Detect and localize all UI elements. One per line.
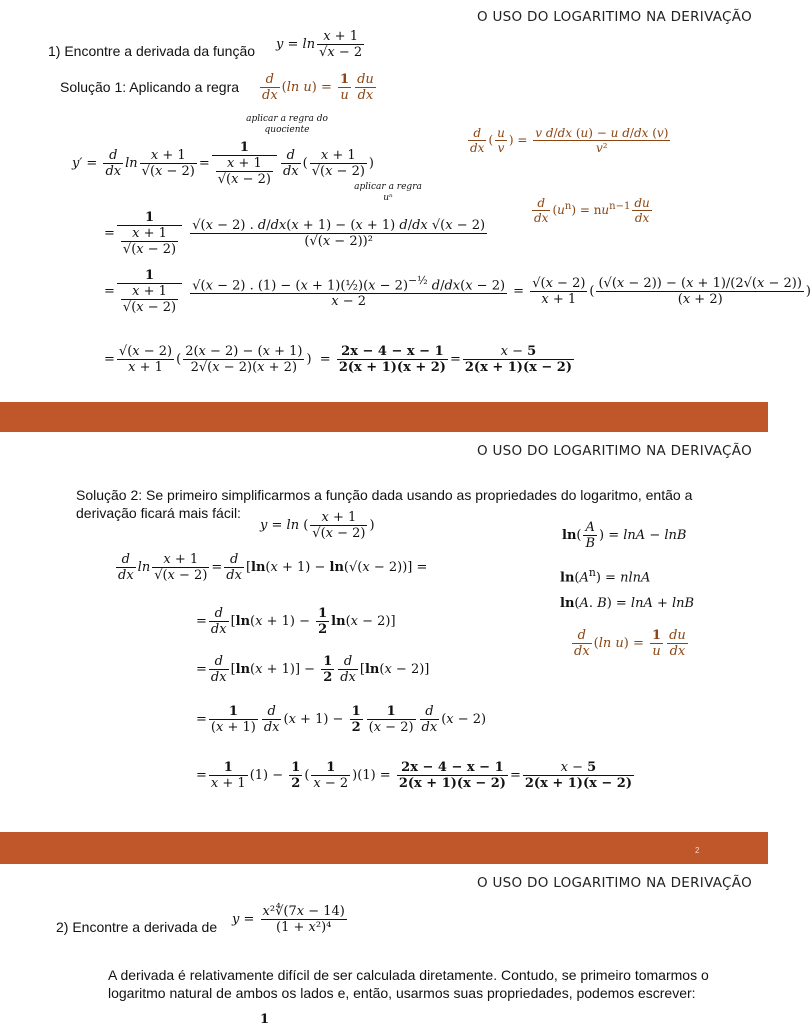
page-number: 2 xyxy=(695,846,700,855)
step-2-2: = $\frac{d}{dx}$ [ln(x + 1) − $\frac{1}{2}$ ln(x − 2)] xyxy=(196,606,396,637)
step-2-3: = $\frac{d}{dx}$ [ln(x + 1)] − $\frac{1}{2}$ $\frac{d}{dx}$ [ln(x − 2)] xyxy=(196,654,430,685)
question-1-function: y = ln $\frac{x + 1}{√x - 2}$ xyxy=(276,29,363,60)
question-1-text: 1) Encontre a derivada da função xyxy=(48,43,256,59)
step-1-4: = $\frac{√(x - 2)}{x + 1}$ ( $\frac{2(x - 2) - (x + 1)}{2√(x - 2)(x + 2)}$ ) = $\frac{2x - 4 - x - 1}{2(x + 1)(x + 2)}$ = $\frac{x - 5}{2(x + 1)(x - 2)}$ xyxy=(104,344,573,375)
note-quotient-rule: aplicar a regra do quociente xyxy=(246,114,328,135)
power-rule: $\frac{d}{dx}$ $(u^n) = nu^{n-1}$ $\frac{du}{dx}$ xyxy=(534,196,650,225)
question-2-function: y = $\frac{\text{x²∜(7x − 14)}}{\text{(1 + x²)⁴}}$ xyxy=(232,904,345,935)
header-title: O USO DO LOGARITIMO NA DERIVAÇÃO xyxy=(476,875,752,891)
step-2-5: = $\frac{1}{x + 1}$ (1) − $\frac{1}{2}$ ( $\frac{1}{x - 2}$ )(1) = $\frac{2x - 4 - x - 1}{2(x + 1)(x - 2)}$ = $\frac{x - 5}{2(x + 1)(x - 2)}$ xyxy=(196,760,633,791)
log-property-quotient: ln( $\frac{A}{B}$ ) = lnA − lnB xyxy=(562,520,687,551)
question-2-text: 2) Encontre a derivada de xyxy=(56,919,218,935)
partial-formula: 1 xyxy=(260,1012,270,1027)
log-derivative-rule-2: $\frac{d}{dx}$ (ln u) = $\frac{1}{u}$ $\frac{du}{dx}$ xyxy=(574,628,686,659)
step-1-3: = $\frac{1}{\frac{x + 1}{√(x - 2)}}$ $\frac{√(x - 2) . (1) - (x + 1)(\frac{1}{2})(x - 2)^{-\frac{1}{2}} d/dx(x - 2)}{x - 2}$ = $\frac{√(x - 2)}{x + 1}$ ( $\frac{(√(x - 2)) - (x + 1)/(2√(x - 2))}{(x + 2)}$ ) xyxy=(104,268,811,315)
solution-2-text: Solução 2: Se primeiro simplificarmos a função dada usando as propriedades do logaritmo, então a derivação ficará mais fácil: xyxy=(76,487,693,521)
slide-3 xyxy=(0,864,768,1027)
log-derivative-rule: $\frac{d}{dx}$ (ln u) = $\frac{1}{u}$ $\frac{du}{dx}$ xyxy=(262,72,374,103)
log-property-product: ln(A. B) = lnA + lnB xyxy=(560,596,695,611)
step-1-1: y′ = $\frac{d}{dx}$ ln $\frac{x + 1}{√(x - 2)}$ = $\frac{1}{\frac{x + 1}{√(x - 2)}}$ $\frac{d}{dx}$ ( $\frac{x + 1}{√(x - 2)}$ ) xyxy=(72,140,374,187)
step-2-1: $\frac{d}{dx}$ ln $\frac{x + 1}{√(x - 2)}$ = $\frac{d}{dx}$ [ln(x + 1) − ln(√(x − 2))] = xyxy=(118,552,428,583)
solution-2-function: y = ln ( $\frac{x + 1}{√(x - 2)}$ ) xyxy=(260,510,375,541)
note-power-rule: aplicar a regra uⁿ xyxy=(354,182,422,203)
log-property-power: $\ln(A^n) = nlnA$ xyxy=(560,566,651,586)
intro-paragraph: A derivada é relativamente difícil de ser calculada diretamente. Contudo, se primeiro tomarmos o logaritmo natural de ambos os lados e, então, usarmos suas propriedades, podemos escrever: xyxy=(108,967,709,1001)
header-title: O USO DO LOGARITIMO NA DERIVAÇÃO xyxy=(476,9,752,25)
accent-bar-2 xyxy=(0,832,768,864)
solution-1-text: Solução 1: Aplicando a regra xyxy=(60,79,240,95)
step-1-2: = $\frac{1}{\frac{x + 1}{√(x - 2)}}$ $\frac{√(x - 2) . d/dx(x + 1) - (x + 1) d/dx √(x - 2)}{\text{(√(x − 2))²}}$ xyxy=(104,210,486,257)
header-title: O USO DO LOGARITIMO NA DERIVAÇÃO xyxy=(476,443,752,459)
accent-bar-1 xyxy=(0,402,768,432)
step-2-4: = $\frac{1}{(x + 1)}$ $\frac{d}{dx}$ (x + 1) − $\frac{1}{2}$ $\frac{1}{(x - 2)}$ $\frac{d}{dx}$ (x − 2) xyxy=(196,704,487,735)
slide-2 xyxy=(0,432,768,832)
slide-1 xyxy=(0,0,811,402)
quotient-rule: $\frac{d}{dx}$ ( $\frac{u}{v}$ ) = $\frac{\text{v d/dx (u) − u d/dx (v)}}{\text{v²}}$ xyxy=(470,126,669,155)
